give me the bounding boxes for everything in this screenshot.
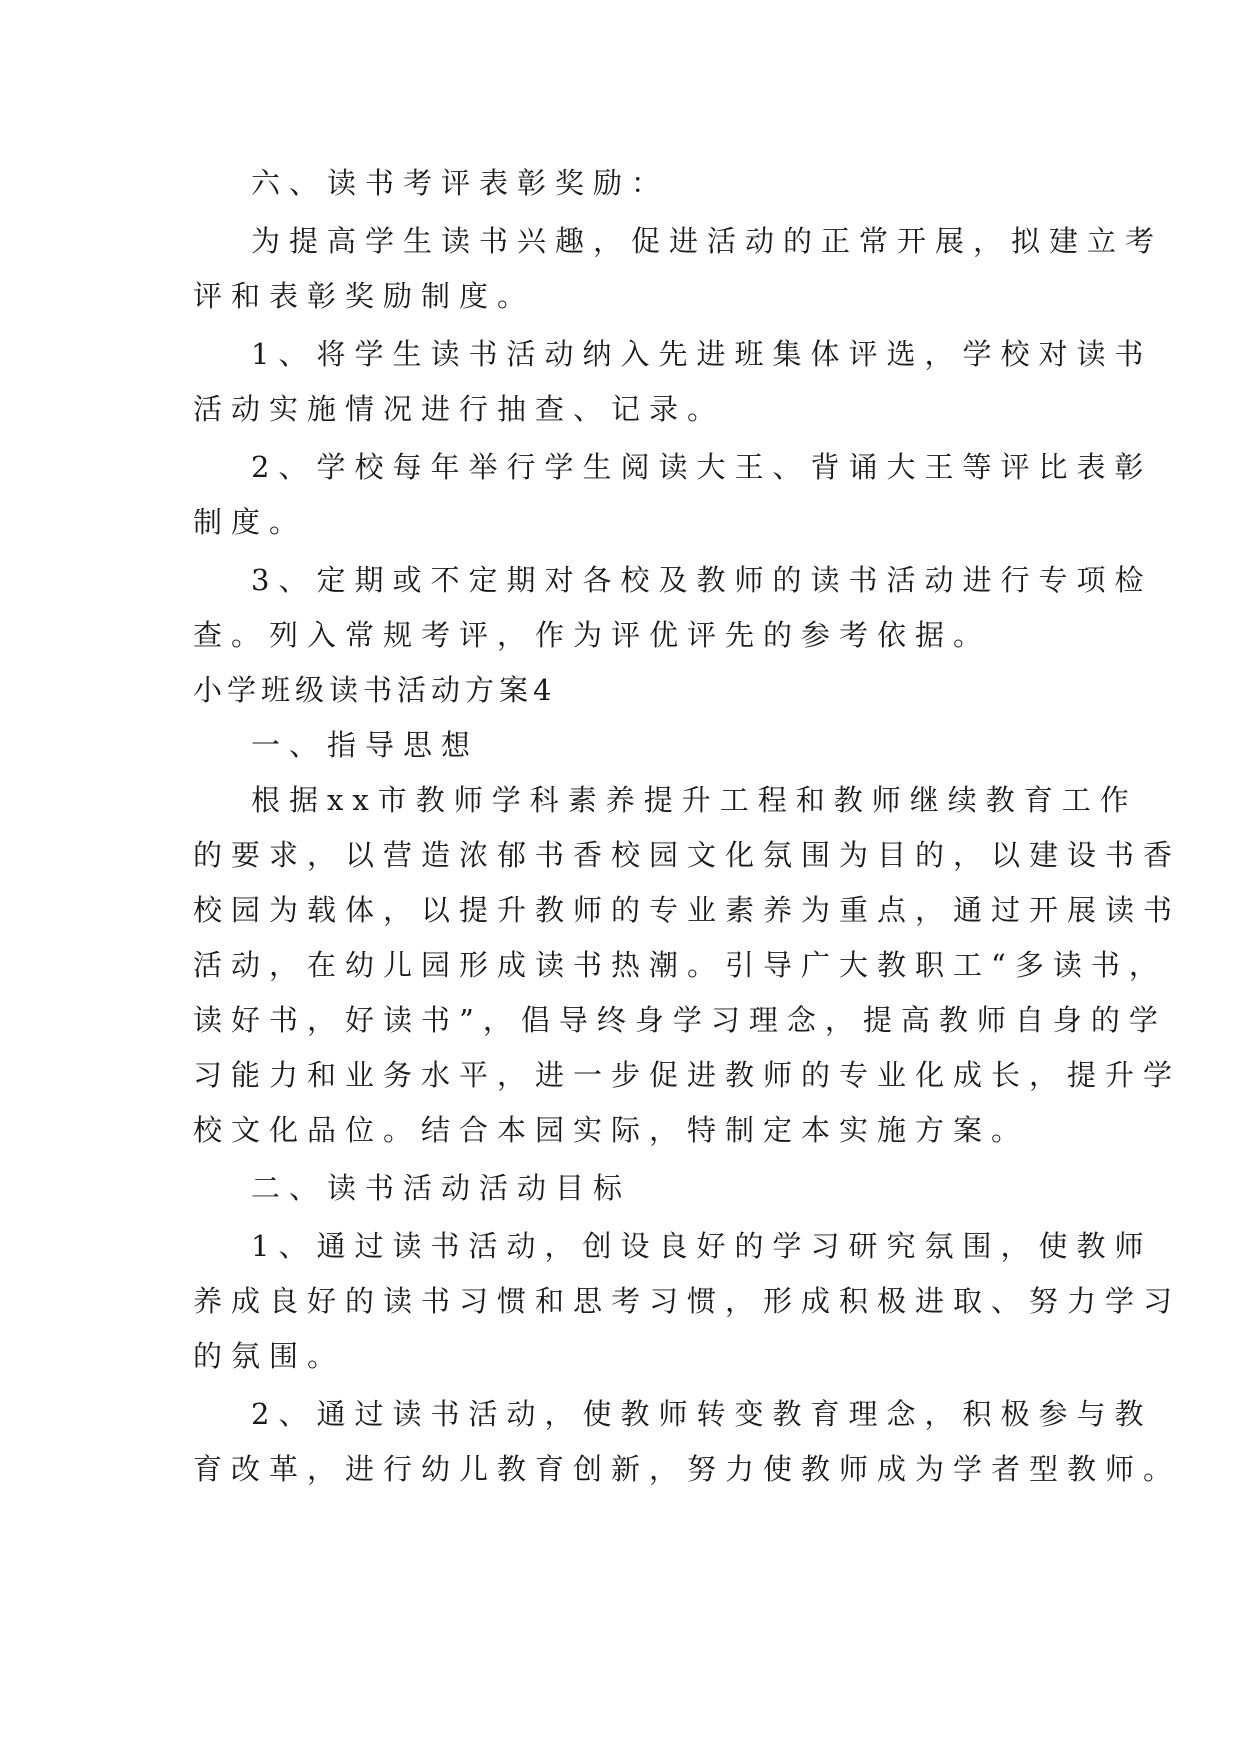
paragraph-line: 读好书，好读书”，倡导终身学习理念，提高教师自身的学 xyxy=(193,1003,1167,1037)
list-item-line: 查。列入常规考评，作为评优评先的参考依据。 xyxy=(193,618,992,652)
section-heading-goals: 二、读书活动活动目标 xyxy=(251,1171,632,1205)
document-title: 小学班级读书活动方案4 xyxy=(193,673,557,707)
document-body xyxy=(193,156,1182,1497)
list-item-line: 1、将学生读书活动纳入先进班集体评选，学校对读书 xyxy=(251,337,1153,371)
paragraph-line: 活动，在幼儿园形成读书热潮。引导广大教职工“多读书， xyxy=(193,948,1167,982)
list-item-line: 制度。 xyxy=(193,505,308,539)
list-item-line: 活动实施情况进行抽查、记录。 xyxy=(193,392,726,426)
list-item-line: 1、通过读书活动，创设良好的学习研究氛围，使教师 xyxy=(251,1229,1153,1263)
section-heading-guiding-thought: 一、指导思想 xyxy=(251,728,480,762)
paragraph-line: 习能力和业务水平，进一步促进教师的专业化成长，提升学 xyxy=(193,1058,1182,1092)
list-item-line: 3、定期或不定期对各校及教师的读书活动进行专项检 xyxy=(251,563,1153,597)
paragraph-line: 为提高学生读书兴趣，促进活动的正常开展，拟建立考 xyxy=(251,224,1164,258)
paragraph-line: 校文化品位。结合本园实际，特制定本实施方案。 xyxy=(193,1113,1030,1147)
paragraph-line: 的要求，以营造浓郁书香校园文化氛围为目的，以建设书香 xyxy=(193,838,1182,872)
paragraph-line: 评和表彰奖励制度。 xyxy=(193,279,536,313)
paragraph-line: 根据xx市教师学科素养提升工程和教师继续教育工作 xyxy=(251,783,1138,817)
list-item-line: 养成良好的读书习惯和思考习惯，形成积极进取、努力学习 xyxy=(193,1284,1182,1318)
list-item-line: 2、通过读书活动，使教师转变教育理念，积极参与教 xyxy=(251,1397,1153,1431)
list-item-line: 2、学校每年举行学生阅读大王、背诵大王等评比表彰 xyxy=(251,450,1153,484)
list-item-line: 的氛围。 xyxy=(193,1339,346,1373)
list-item-line: 育改革，进行幼儿教育创新，努力使教师成为学者型教师。 xyxy=(193,1452,1182,1486)
section-heading-rewards: 六、读书考评表彰奖励： xyxy=(251,166,670,200)
paragraph-line: 校园为载体，以提升教师的专业素养为重点，通过开展读书 xyxy=(193,893,1182,927)
